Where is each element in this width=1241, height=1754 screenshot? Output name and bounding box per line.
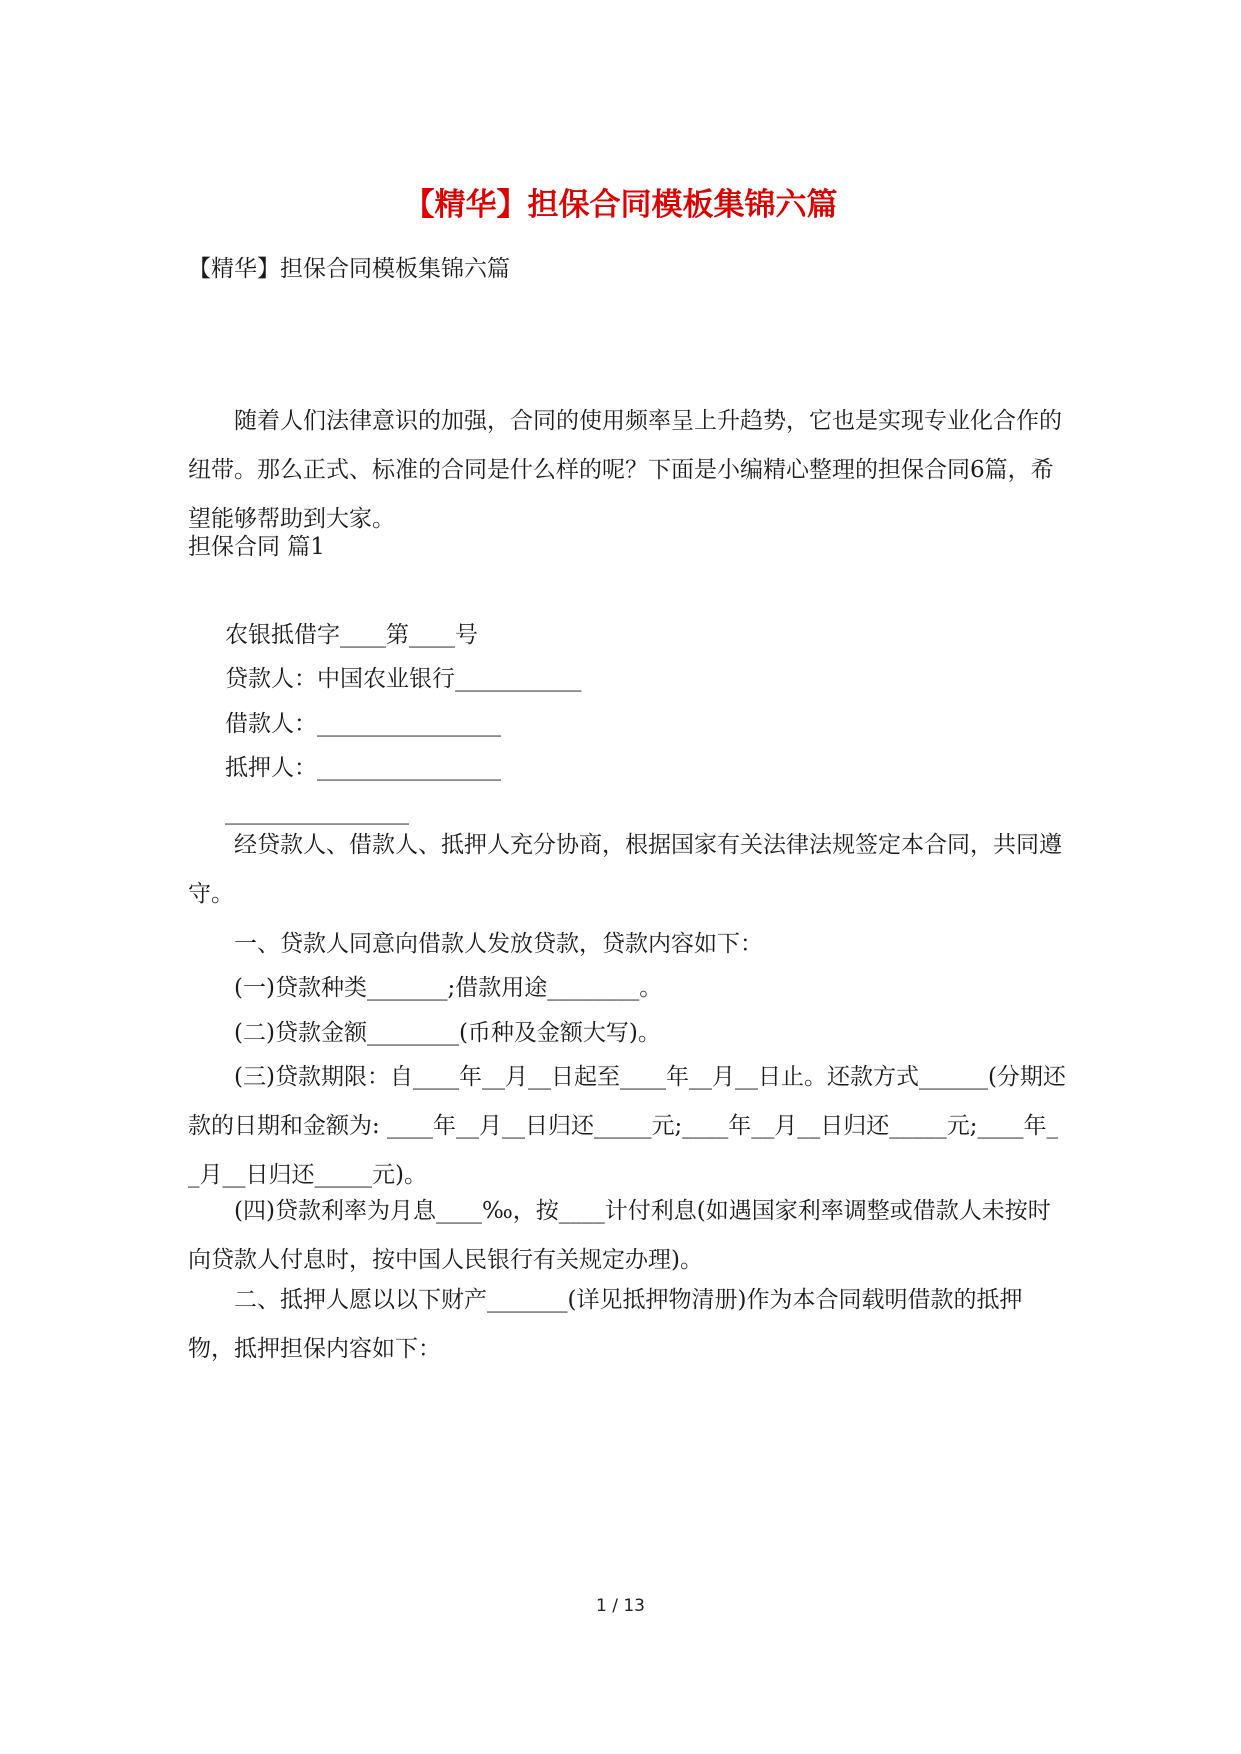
clause-one-item-1: (一)贷款种类_______;借款用途________。 — [234, 975, 663, 1001]
page-number: 1 / 13 — [596, 1596, 645, 1616]
agreement-paragraph: 经贷款人、借款人、抵押人充分协商，根据国家有关法律法规签定本合同，共同遵守。 — [188, 832, 1062, 907]
lender-line: 贷款人：中国农业银行___________ — [225, 666, 582, 692]
intro-paragraph: 随着人们法律意识的加强，合同的使用频率呈上升趋势，它也是实现专业化合作的纽带。那么正式、标准的合同是什么样的呢？下面是小编精心整理的担保合同6篇，希望能够帮助到大家。 — [188, 408, 1062, 532]
document-title: 【精华】担保合同模板集锦六篇 — [403, 187, 838, 223]
section-heading: 担保合同 篇1 — [188, 534, 325, 560]
borrower-line: 借款人：________________ — [225, 711, 501, 737]
clause-one: 一、贷款人同意向借款人发放贷款，贷款内容如下： — [234, 931, 763, 957]
mortgagor-line: 抵押人：________________ — [225, 755, 501, 781]
contract-number-line: 农银抵借字____第____号 — [225, 622, 478, 648]
blank-line: ________________ — [225, 799, 409, 825]
document-subtitle: 【精华】担保合同模板集锦六篇 — [188, 256, 510, 282]
clause-one-item-3: (三)贷款期限：自____年__月__日起至____年__月__日止。还款方式______(分期还款的日期和金额为: ____年__月__日归还_____元;____年__月__日归还_____元;____年__月__日归还_____元)。 — [188, 1064, 1066, 1188]
clause-two: 二、抵押人愿以以下财产_______(详见抵押物清册)作为本合同载明借款的抵押物，抵押担保内容如下： — [188, 1287, 1023, 1362]
clause-one-item-2: (二)贷款金额________(币种及金额大写)。 — [234, 1020, 661, 1046]
clause-one-item-4: (四)贷款利率为月息____‰，按____计付利息(如遇国家利率调整或借款人未按时向贷款人付息时，按中国人民银行有关规定办理)。 — [188, 1198, 1051, 1273]
